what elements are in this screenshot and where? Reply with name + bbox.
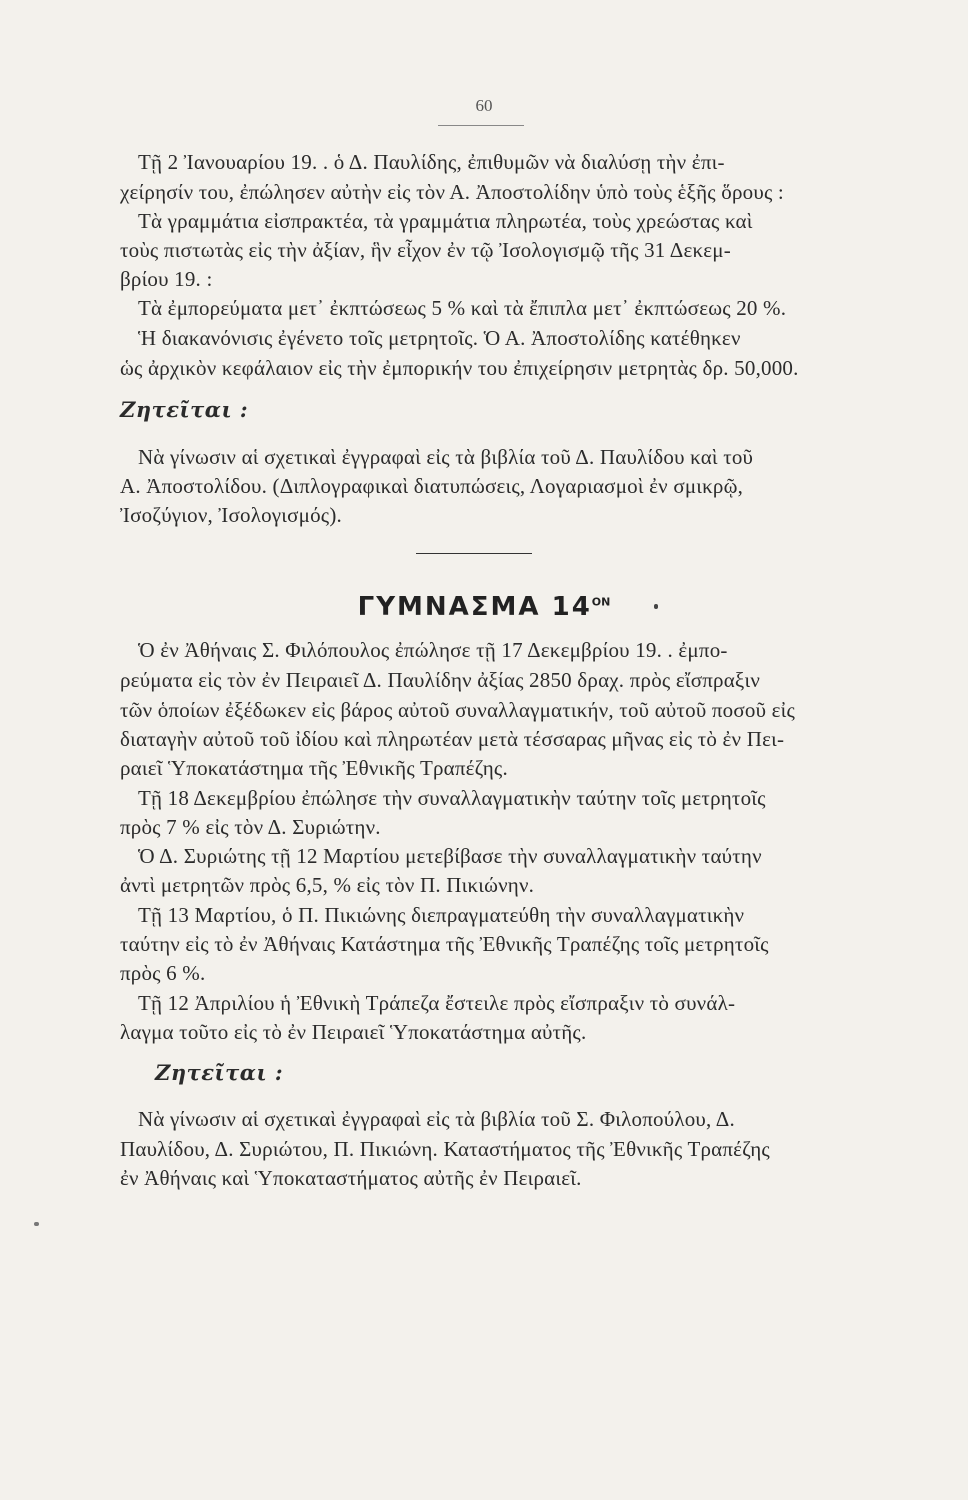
section2-line-8: Ὁ Δ. Συριώτης τῇ 12 Μαρτίου μετεβίβασε τὴν συναλλαγματικὴν ταύτην: [138, 844, 762, 868]
section1-line-7: Ἡ διακανόνισις ἐγένετο τοῖς μετρητοῖς. Ὁ Α. Ἀποστολίδης κατέθηκεν: [138, 326, 741, 350]
section-divider: [416, 553, 532, 554]
section1-line-8: ὡς ἀρχικὸν κεφάλαιον εἰς τὴν ἐμπορικήν του ἐπιχείρησιν μετρητὰς δρ. 50,000.: [120, 356, 799, 380]
section1-requirement-line-1: Νὰ γίνωσιν αἱ σχετικαὶ ἐγγραφαὶ εἰς τὰ βιβλία τοῦ Δ. Παυλίδου καὶ τοῦ: [138, 445, 754, 469]
section1-requirement-label: Ζητεῖται :: [120, 397, 249, 422]
section1-line-6: Τὰ ἐμπορεύματα μετ᾽ ἐκπτώσεως 5 % καὶ τὰ ἔπιπλα μετ᾽ ἐκπτώσεως 20 %.: [138, 296, 787, 320]
section1-line-1: Τῇ 2 Ἰανουαρίου 19. . ὁ Δ. Παυλίδης, ἐπιθυμῶν νὰ διαλύσῃ τὴν ἐπι-: [138, 150, 725, 174]
section2-line-3: τῶν ὁποίων ἐξέδωκεν εἰς βάρος αὐτοῦ συναλλαγματικήν, τοῦ αὐτοῦ ποσοῦ εἰς: [120, 698, 796, 722]
page-number-rule: [438, 125, 524, 126]
section2-requirement-line-1: Νὰ γίνωσιν αἱ σχετικαὶ ἐγγραφαὶ εἰς τὰ βιβλία τοῦ Σ. Φιλοπούλου, Δ.: [138, 1107, 735, 1131]
section1-line-3: Τὰ γραμμάτια εἰσπρακτέα, τὰ γραμμάτια πληρωτέα, τοὺς χρεώστας καὶ: [138, 209, 753, 233]
section1-requirement-line-3: Ἰσοζύγιον, Ἰσολογισμός).: [120, 503, 342, 527]
section1-line-2: χείρησίν του, ἐπώλησεν αὐτὴν εἰς τὸν Α. Ἀποστολίδην ὑπὸ τοὺς ἑξῆς ὅρους :: [120, 180, 784, 204]
section2-requirement-line-3: ἐν Ἀθήναις καὶ Ὑποκαταστήματος αὐτῆς ἐν Πειραιεῖ.: [120, 1166, 582, 1190]
section2-line-4: διαταγὴν αὐτοῦ τοῦ ἰδίου καὶ πληρωτέαν μετὰ τέσσαρας μῆνας εἰς τὸ ἐν Πει-: [120, 727, 785, 751]
exercise-heading-text: ΓΥΜΝΑΣΜΑ 14: [357, 592, 592, 622]
exercise-heading: [0, 592, 968, 622]
print-speck: [34, 1222, 39, 1226]
exercise-heading-superscript: ΟΝ: [591, 595, 611, 609]
section2-line-12: πρὸς 6 %.: [120, 961, 206, 985]
section2-requirement-label: Ζητεῖται :: [155, 1060, 284, 1085]
section2-line-9: ἀντὶ μετρητῶν πρὸς 6,5, % εἰς τὸν Π. Πικιώνην.: [120, 873, 535, 897]
section1-requirement-line-2: Α. Ἀποστολίδου. (Διπλογραφικαὶ διατυπώσεις, Λογαριασμοὶ ἐν σμικρῷ,: [120, 474, 744, 498]
section1-line-4: τοὺς πιστωτὰς εἰς τὴν ἀξίαν, ἣν εἶχον ἐν τῷ Ἰσολογισμῷ τῆς 31 Δεκεμ-: [120, 238, 731, 262]
section1-line-5: βρίου 19. :: [120, 267, 213, 291]
section2-line-10: Τῇ 13 Μαρτίου, ὁ Π. Πικιώνης διεπραγματεύθη τὴν συναλλαγματικὴν: [138, 903, 745, 927]
section2-line-7: πρὸς 7 % εἰς τὸν Δ. Συριώτην.: [120, 815, 381, 839]
section2-line-1: Ὁ ἐν Ἀθήναις Σ. Φιλόπουλος ἐπώλησε τῇ 17 Δεκεμβρίου 19. . ἐμπο-: [138, 638, 728, 662]
section2-line-13: Τῇ 12 Ἀπριλίου ἡ Ἐθνικὴ Τράπεζα ἔστειλε πρὸς εἴσπραξιν τὸ συνάλ-: [138, 991, 736, 1015]
section2-line-2: ρεύματα εἰς τὸν ἐν Πειραιεῖ Δ. Παυλίδην ἀξίας 2850 δραχ. πρὸς εἴσπραξιν: [120, 668, 761, 692]
page-number: 60: [475, 96, 493, 115]
section2-requirement-line-2: Παυλίδου, Δ. Συριώτου, Π. Πικιώνη. Καταστήματος τῆς Ἐθνικῆς Τραπέζης: [120, 1137, 770, 1161]
section2-line-6: Τῇ 18 Δεκεμβρίου ἐπώλησε τὴν συναλλαγματικὴν ταύτην τοῖς μετρητοῖς: [138, 786, 766, 810]
print-speck: [654, 604, 658, 609]
section2-line-5: ραιεῖ Ὑποκατάστημα τῆς Ἐθνικῆς Τραπέζης.: [120, 756, 508, 780]
section2-line-14: λαγμα τοῦτο εἰς τὸ ἐν Πειραιεῖ Ὑποκατάστημα αὐτῆς.: [120, 1020, 587, 1044]
section2-line-11: ταύτην εἰς τὸ ἐν Ἀθήναις Κατάστημα τῆς Ἐθνικῆς Τραπέζης τοῖς μετρητοῖς: [120, 932, 769, 956]
